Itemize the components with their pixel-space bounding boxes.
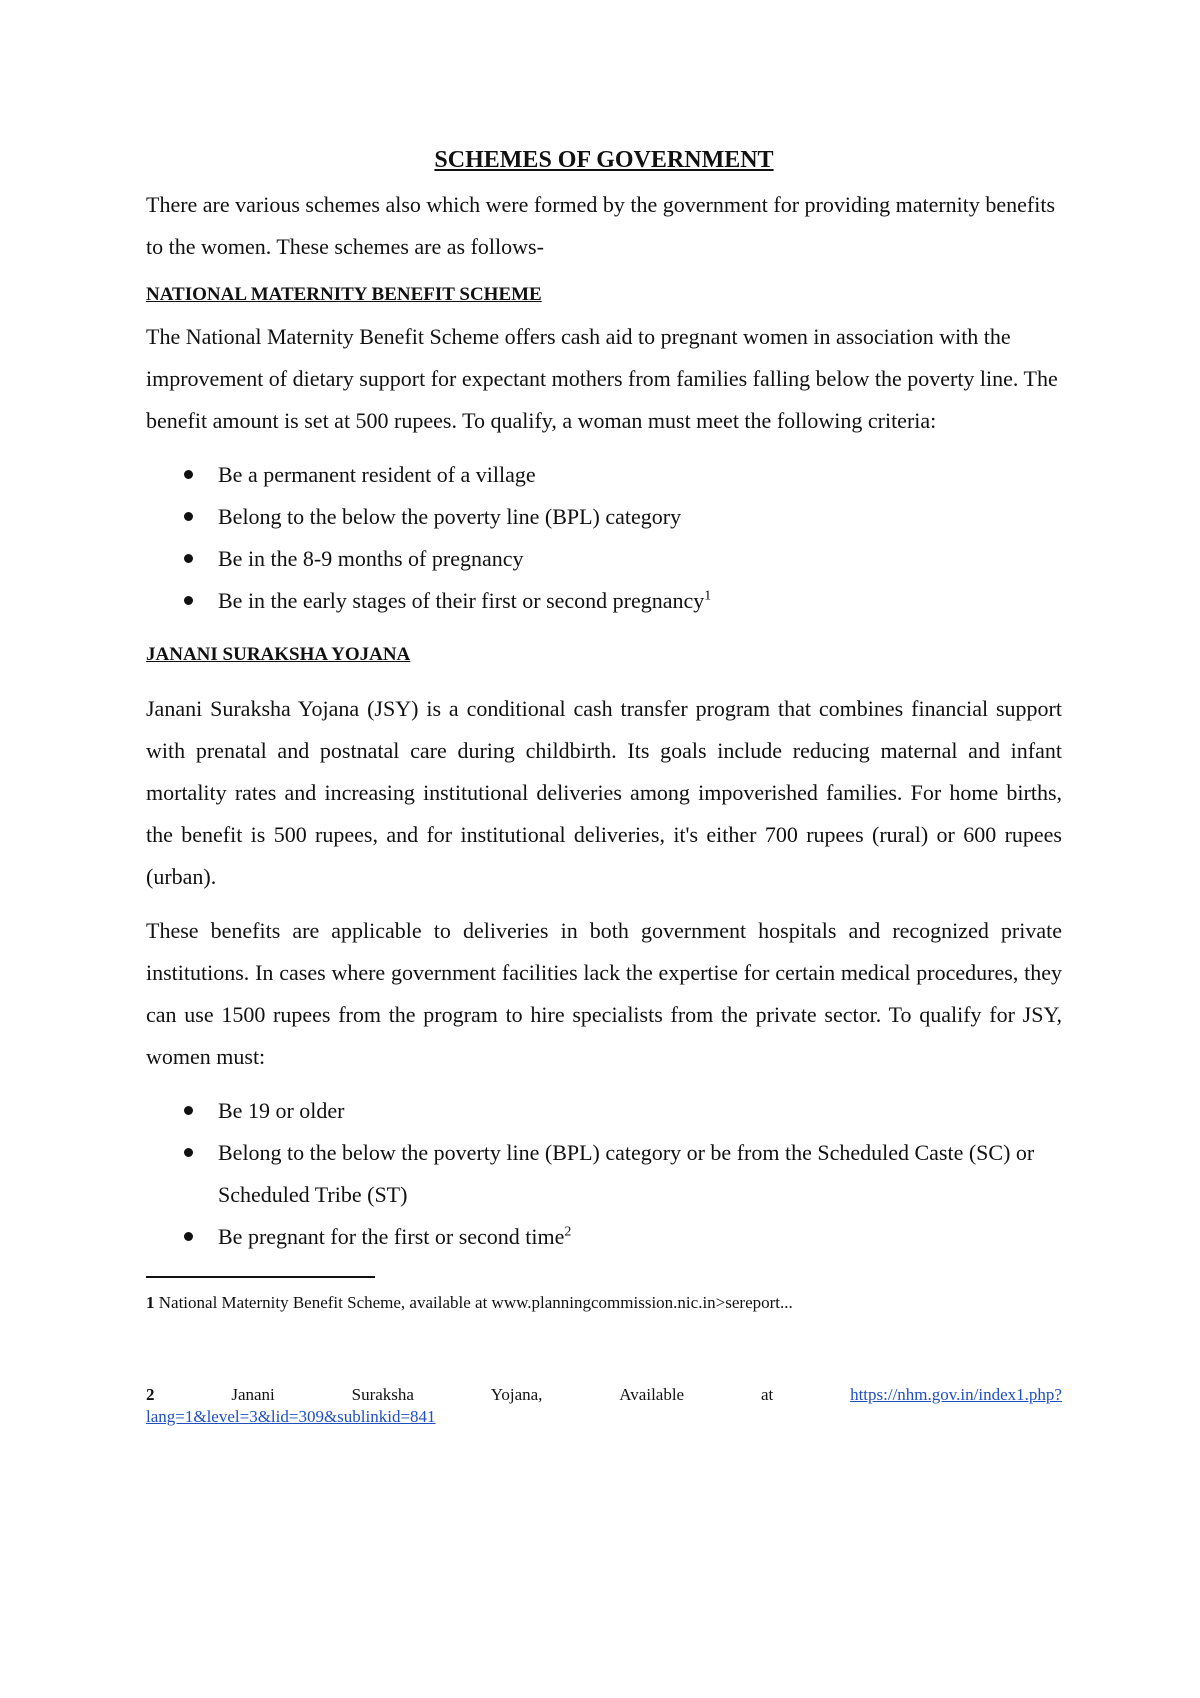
footnote-2: [146, 1384, 1062, 1428]
footnote-2-link-part-1[interactable]: https://nhm.gov.in/index1.php?: [850, 1385, 1062, 1404]
list-item: [146, 538, 1062, 580]
bullet-icon: [184, 554, 193, 563]
footnote-2-word: Suraksha: [351, 1385, 414, 1404]
bullet-icon: [184, 1232, 193, 1241]
nmbs-criteria-list: [146, 454, 1062, 622]
footnote-2-line-2: [146, 1406, 1062, 1428]
document-page: [146, 140, 1062, 1428]
footnote-1: [146, 1292, 1062, 1314]
jsy-paragraph-1: Janani Suraksha Yojana (JSY) is a conditional cash transfer program that combines financial support with prenatal and postnatal care during childbirth. Its goals include reducing maternal and infant mortality rates and increasing institutional deliveries among impoverished families. For home births, the benefit is 500 rupees, and for institutional deliveries, it's either 700 rupees (rural) or 600 rupees (urban).: [146, 696, 1062, 889]
list-item-text: Be pregnant for the first or second time: [218, 1224, 565, 1249]
jsy-heading: JANANI SURAKSHA YOJANA: [146, 644, 411, 665]
list-item-text: Be in the early stages of their first or second pregnancy: [218, 588, 705, 613]
bullet-icon: [184, 512, 193, 521]
list-item-text: Belong to the below the poverty line (BPL) category or be from the Scheduled Caste (SC) or Scheduled Tribe (ST): [218, 1140, 1035, 1207]
footnote-2-line-1: [146, 1384, 1062, 1406]
nmbs-heading: NATIONAL MATERNITY BENEFIT SCHEME: [146, 284, 542, 305]
list-item: [146, 1216, 1062, 1258]
list-item-text: Belong to the below the poverty line (BPL) category: [218, 504, 682, 529]
footnote-1-number: 1: [146, 1293, 155, 1312]
nmbs-paragraph: The National Maternity Benefit Scheme offers cash aid to pregnant women in association with the improvement of dietary support for expectant mothers from families falling below the poverty line. The benefit amount is set at 500 rupees. To qualify, a woman must meet the following criteria:: [146, 324, 1058, 433]
list-item-text: Be a permanent resident of a village: [218, 462, 536, 487]
footnote-2-word: at: [760, 1385, 774, 1404]
jsy-criteria-list: [146, 1090, 1062, 1258]
list-item-text: Be 19 or older: [218, 1098, 345, 1123]
bullet-icon: [184, 470, 193, 479]
footnote-1-text: National Maternity Benefit Scheme, available at www.planningcommission.nic.in>sereport...: [158, 1293, 793, 1312]
bullet-icon: [184, 596, 193, 605]
footnote-ref-1[interactable]: 1: [704, 588, 712, 604]
page-title: SCHEMES OF GOVERNMENT: [434, 147, 774, 173]
list-item-text: Be in the 8-9 months of pregnancy: [218, 546, 524, 571]
list-item: [146, 1132, 1062, 1216]
footnote-ref-2[interactable]: 2: [564, 1224, 572, 1240]
list-item: [146, 580, 1062, 622]
footnote-2-word: Available: [619, 1385, 685, 1404]
footnote-2-number: 2: [146, 1385, 155, 1404]
intro-paragraph: There are various schemes also which were formed by the government for providing maternity benefits to the women. These schemes are as follows-: [146, 192, 1056, 259]
footnote-2-link-part-2[interactable]: lang=1&level=3&lid=309&sublinkid=841: [146, 1407, 436, 1426]
list-item: [146, 1090, 1062, 1132]
footnote-2-word: Janani: [231, 1385, 275, 1404]
footnote-separator: [146, 1276, 375, 1278]
footnote-2-word: Yojana,: [490, 1385, 543, 1404]
list-item: [146, 454, 1062, 496]
bullet-icon: [184, 1106, 193, 1115]
jsy-paragraph-2: These benefits are applicable to deliveries in both government hospitals and recognized private institutions. In cases where government facilities lack the expertise for certain medical procedures, they can use 1500 rupees from the program to hire specialists from the private sector. To qualify for JSY, women must:: [146, 918, 1062, 1069]
bullet-icon: [184, 1148, 193, 1157]
list-item: [146, 496, 1062, 538]
